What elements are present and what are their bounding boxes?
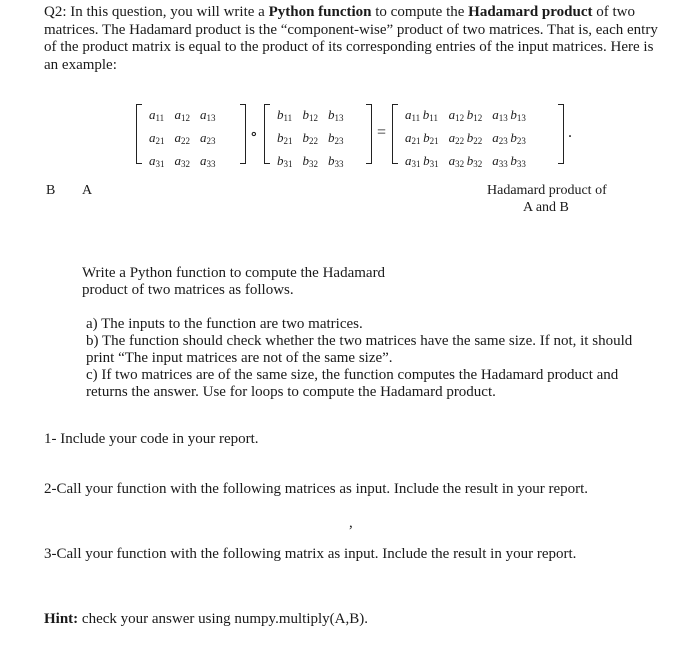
item-c: c) If two matrices are of the same size, the function computes the Hadamard product and returns the answer. Use for loops to compute the Hadamard product. (86, 367, 619, 400)
matrix-a-entry: $a_{23}$ (200, 130, 216, 146)
hint-label: Hint: (44, 611, 79, 627)
result-matrix-entry: $a_{33}$ $b_{33}$ (492, 153, 526, 169)
comma-placeholder: , (349, 515, 353, 531)
matrix-a-entry: $a_{33}$ (200, 153, 216, 169)
right-bracket (240, 104, 246, 164)
label-hadamard-line2: A and B (523, 200, 569, 215)
label-b: B (46, 183, 56, 198)
matrix-b-entry: $b_{21}$ (277, 130, 293, 146)
result-matrix (392, 104, 564, 169)
hint-text: check your answer using numpy.multiply(A,B). (78, 611, 368, 627)
matrix-b (264, 104, 372, 169)
matrix-a-entry: $a_{11}$ (149, 107, 165, 123)
matrix-a-entry: $a_{21}$ (149, 130, 165, 146)
matrix-b-entry: $b_{13}$ (328, 107, 344, 123)
matrix-b-entry: $b_{31}$ (277, 153, 293, 169)
result-matrix-entry: $a_{22}$ $b_{22}$ (448, 130, 483, 146)
step-3: 3-Call your function with the following matrix as input. Include the result in your report. (44, 546, 577, 562)
result-matrix-entry: $a_{13}$ $b_{13}$ (492, 107, 526, 123)
matrix-b-entry: $b_{12}$ (302, 107, 318, 123)
left-bracket (392, 104, 398, 164)
matrix-b-entry: $b_{33}$ (328, 153, 344, 169)
result-matrix-entry: $a_{31}$ $b_{31}$ (405, 153, 439, 169)
result-matrix-entry: $a_{11}$ $b_{11}$ (405, 107, 438, 123)
matrix-a-entry: $a_{32}$ (174, 153, 190, 169)
requirements-list (86, 316, 658, 401)
label-a: A (82, 183, 93, 198)
right-bracket (558, 104, 564, 164)
matrix-b-entry: $b_{23}$ (328, 130, 344, 146)
result-matrix-entry: $a_{21}$ $b_{21}$ (405, 130, 439, 146)
left-bracket (136, 104, 142, 164)
matrix-a-entry: $a_{22}$ (174, 130, 190, 146)
task-intro: Write a Python function to compute the Hadamard product of two matrices as follows. (82, 265, 386, 298)
right-bracket (366, 104, 372, 164)
period: . (568, 124, 572, 141)
step-2: 2-Call your function with the following matrices as input. Include the result in your report. (44, 481, 589, 497)
equals-sign: = (377, 124, 387, 141)
matrix-b-entry: $b_{32}$ (302, 153, 318, 169)
matrix-a-entry: $a_{12}$ (174, 107, 190, 123)
matrix-a (136, 104, 246, 169)
item-b: b) The function should check whether the two matrices have the same size. If not, it should print “The input matrices are not of the same size”. (86, 333, 633, 366)
matrix-a-entry: $a_{13}$ (200, 107, 216, 123)
matrix-b-entry: $b_{22}$ (302, 130, 318, 146)
result-matrix-entry: $a_{23}$ $b_{23}$ (492, 130, 526, 146)
result-matrix-entry: $a_{32}$ $b_{32}$ (448, 153, 483, 169)
label-hadamard-line1: Hadamard product of (487, 183, 607, 198)
result-matrix-entry: $a_{12}$ $b_{12}$ (448, 107, 483, 123)
left-bracket (264, 104, 270, 164)
step-1: 1- Include your code in your report. (44, 431, 259, 447)
hadamard-product-bold: Hadamard product (468, 4, 593, 20)
hint (44, 611, 368, 628)
python-function-bold: Python function (268, 4, 372, 20)
hadamard-example-equation (130, 104, 580, 169)
matrix-a-entry: $a_{31}$ (149, 153, 165, 169)
hadamard-operator: ∘ (250, 126, 258, 143)
matrix-b-entry: $b_{11}$ (277, 107, 293, 123)
question-intro: Q2: In this question, you will write a Python function to compute the Hadamard product of two matrices. The Hadamard product is the “component-wise” product of two matrices. That is, each entry of the product matrix is equal to the product of its corresponding entries of the input matrices. Here is an example: (44, 4, 658, 73)
item-a: a) The inputs to the function are two matrices. (86, 316, 363, 332)
